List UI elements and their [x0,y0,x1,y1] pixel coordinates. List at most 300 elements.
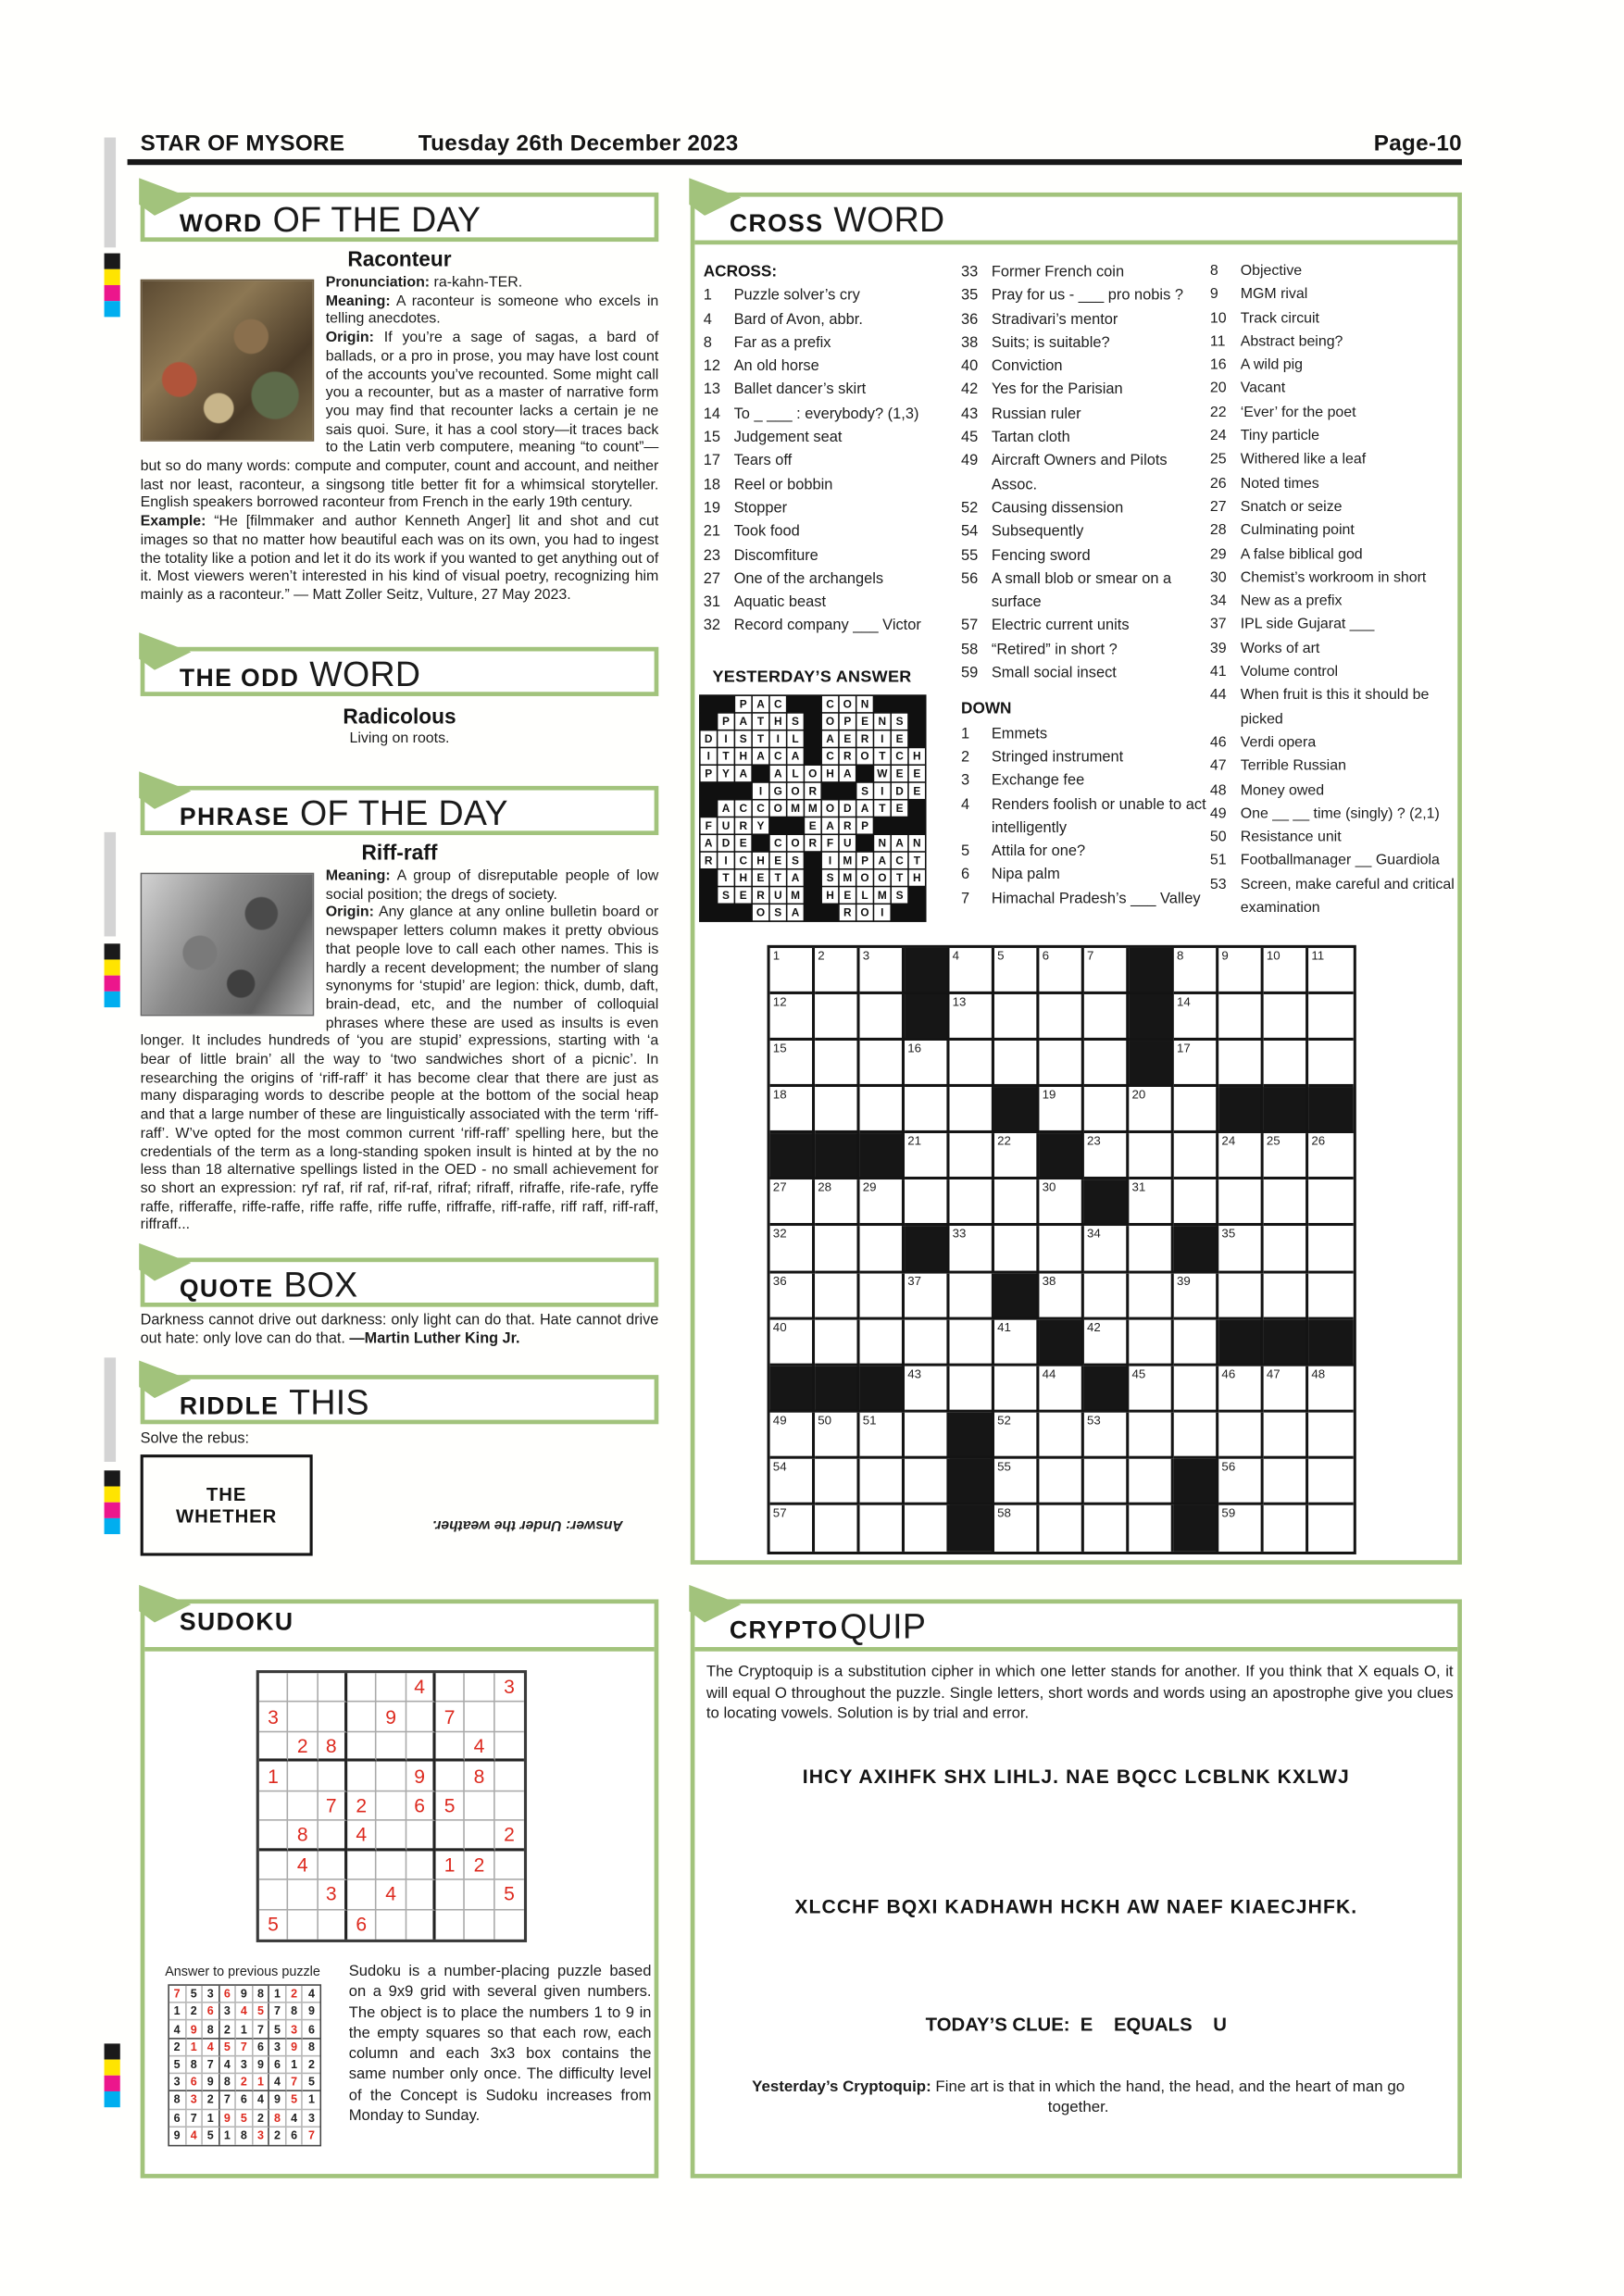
crossword-cell[interactable]: 10 [1264,948,1308,994]
crossword-cell[interactable] [815,1273,859,1319]
sudoku-cell[interactable] [318,1703,347,1732]
crossword-cell[interactable]: 4 [950,948,994,994]
crossword-cell[interactable] [815,1505,859,1552]
answer-letter-cell: M [805,801,820,817]
crossword-cell[interactable] [1039,1227,1083,1273]
sudoku-cell[interactable] [259,1673,289,1703]
crossword-cell[interactable] [905,1412,949,1458]
crossword-cell[interactable]: 31 [1129,1180,1173,1227]
crossword-cell[interactable]: 9 [1218,948,1263,994]
crossword-cell[interactable] [1264,1180,1308,1227]
crossword-clue [1210,591,1459,614]
sudoku-cell[interactable] [436,1762,466,1791]
sudoku-section [141,1599,659,2177]
crossword-cell[interactable] [1039,1505,1083,1552]
sudoku-cell[interactable] [494,1732,524,1762]
crossword-black-cell [770,1134,815,1180]
crossword-cell[interactable] [905,1087,949,1133]
sudoku-answer-cell: 1 [169,2003,186,2021]
crossword-cell[interactable] [860,1319,905,1366]
sudoku-cell[interactable] [377,1851,406,1880]
crossword-cell[interactable]: 12 [770,994,815,1041]
crossword-cell[interactable] [1174,1180,1218,1227]
crossword-cell[interactable]: 54 [770,1459,815,1505]
clue-text: Objective [1240,263,1303,280]
crossword-cell[interactable]: 35 [1218,1227,1263,1273]
riddle-answer: Answer: Under the weather. [431,1516,623,1533]
crossword-cell[interactable]: 56 [1218,1459,1263,1505]
crossword-cell[interactable] [1129,1412,1173,1458]
clue-text: Stopper [733,499,788,518]
sudoku-cell[interactable] [406,1851,436,1880]
crossword-cell[interactable] [860,1505,905,1552]
crossword-cell[interactable] [1218,1180,1263,1227]
crossword-cell[interactable] [905,1459,949,1505]
sudoku-cell[interactable] [377,1673,406,1703]
clue-text: A false biblical god [1240,546,1363,563]
crossword-cell[interactable] [1084,1041,1129,1087]
crossword-black-cell [905,994,949,1041]
clue-number: 53 [1209,876,1227,893]
crossword-cell[interactable] [1129,1273,1173,1319]
crossword-cell[interactable]: 8 [1174,948,1218,994]
crossword-cell[interactable] [1039,1459,1083,1505]
answer-black-cell [753,766,768,781]
sudoku-cell[interactable] [406,1732,436,1762]
paragraph-label: Origin: [325,330,374,346]
crossword-cell[interactable] [1084,994,1129,1041]
crossword-cell[interactable] [1264,1505,1308,1552]
crossword-cell[interactable]: 39 [1174,1273,1218,1319]
sudoku-cell[interactable] [318,1851,347,1880]
crossword-cell[interactable] [1129,1459,1173,1505]
crossword-cell[interactable] [905,1180,949,1227]
sudoku-cell[interactable] [436,1910,466,1940]
crossword-cell[interactable]: 36 [770,1273,815,1319]
sudoku-answer-cell: 5 [303,2074,319,2091]
crossword-cell[interactable] [815,1227,859,1273]
crossword-cell[interactable] [1039,1412,1083,1458]
crossword-cell[interactable]: 40 [770,1319,815,1366]
crossword-cell[interactable] [815,1319,859,1366]
sudoku-cell[interactable] [406,1703,436,1732]
crossword-cell[interactable]: 50 [815,1412,859,1458]
crossword-cell[interactable]: 15 [770,1041,815,1087]
crossword-cell[interactable]: 24 [1218,1134,1263,1180]
sudoku-cell[interactable] [289,1791,319,1821]
clue-number: 30 [1209,569,1227,586]
crossword-cell[interactable] [815,1459,859,1505]
answer-letter-cell: S [787,714,803,730]
cryptoquip-header [694,1603,1457,1652]
crossword-cell[interactable] [1308,1041,1353,1087]
crossword-cell[interactable] [994,1227,1039,1273]
crossword-cell[interactable] [1174,1319,1218,1366]
crossword-cell[interactable] [1174,1087,1218,1133]
answer-black-cell [701,696,717,712]
crossword-cell[interactable]: 25 [1264,1134,1308,1180]
sudoku-cell[interactable] [465,1703,494,1732]
answer-letter-cell: C [892,853,907,868]
clue-text: Works of art [1240,641,1320,657]
sudoku-cell[interactable] [436,1673,466,1703]
sudoku-answer-cell: 7 [253,2021,269,2039]
sudoku-cell[interactable] [465,1791,494,1821]
sudoku-cell[interactable] [259,1851,289,1880]
crossword-cell[interactable] [950,1134,994,1180]
crossword-cell[interactable]: 34 [1084,1227,1129,1273]
crossword-black-cell [1218,1087,1263,1133]
crossword-cell[interactable]: 11 [1308,948,1353,994]
sudoku-cell[interactable] [259,1821,289,1851]
crossword-cell[interactable] [994,1366,1039,1412]
sudoku-cell[interactable] [406,1880,436,1910]
crossword-cell[interactable]: 6 [1039,948,1083,994]
crossword-cell[interactable] [950,1366,994,1412]
answer-letter-cell: A [822,817,838,833]
registration-mark-magenta [105,976,120,992]
clue-text: Judgement seat [733,428,843,446]
answer-letter-cell: R [805,835,820,851]
sudoku-cell[interactable] [494,1851,524,1880]
answer-black-cell [770,817,786,833]
answer-black-cell [787,817,803,833]
crossword-cell[interactable]: 48 [1308,1366,1353,1412]
sudoku-cell[interactable] [377,1762,406,1791]
crossword-cell[interactable]: 5 [994,948,1039,994]
sudoku-cell[interactable] [347,1880,377,1910]
sudoku-cell[interactable] [347,1673,377,1703]
answer-letter-cell: N [909,835,925,851]
clue-number: 12 [703,357,721,376]
crossword-cell[interactable]: 57 [770,1505,815,1552]
answer-letter-cell: O [822,801,838,817]
answer-letter-cell: O [856,905,872,920]
answer-letter-cell: U [718,817,733,833]
answer-black-cell [805,853,820,868]
sudoku-cell[interactable] [289,1880,319,1910]
crossword-cell[interactable] [1264,1041,1308,1087]
sudoku-cell[interactable] [347,1762,377,1791]
answer-letter-cell: L [787,730,803,746]
crossword-cell[interactable] [1084,1273,1129,1319]
sudoku-cell[interactable] [289,1762,319,1791]
crossword-cell[interactable] [1218,1412,1263,1458]
crossword-cell[interactable] [1129,1227,1173,1273]
clue-text: Bard of Avon, abbr. [733,310,863,329]
sudoku-cell[interactable] [406,1821,436,1851]
crossword-cell[interactable]: 14 [1174,994,1218,1041]
crossword-header [694,197,1457,245]
crossword-clue [704,307,958,331]
crossword-cell[interactable] [950,1180,994,1227]
crossword-cell[interactable]: 47 [1264,1366,1308,1412]
crossword-cell[interactable] [1129,1134,1173,1180]
sudoku-answer-cell: 7 [186,2110,203,2128]
crossword-cell[interactable] [815,994,859,1041]
answer-letter-cell: R [701,853,717,868]
crossword-black-cell [770,1366,815,1412]
crossword-cell[interactable] [950,1087,994,1133]
paragraph-text: A group of disreputable people of low social position; the dregs of society. [325,867,659,904]
sudoku-answer-cell: 8 [203,2021,219,2039]
crossword-cell[interactable] [860,1087,905,1133]
answer-letter-cell: A [753,748,768,764]
clue-number: 41 [1209,664,1227,680]
answer-letter-cell: Y [718,766,733,781]
crossword-clue [1210,827,1459,850]
crossword-black-cell [860,1134,905,1180]
crossword-clue [704,402,958,425]
sudoku-answer-cell: 8 [269,2110,286,2128]
crossword-cell[interactable]: 42 [1084,1319,1129,1366]
crossword-cell[interactable] [815,1087,859,1133]
crossword-cell[interactable]: 18 [770,1087,815,1133]
crossword-cell[interactable]: 26 [1308,1134,1353,1180]
crossword-cell[interactable]: 59 [1218,1505,1263,1552]
crossword-cell[interactable]: 41 [994,1319,1039,1366]
sudoku-cell[interactable] [318,1821,347,1851]
sudoku-cell[interactable] [377,1910,406,1940]
sudoku-answer-cell: 4 [219,2056,236,2074]
sudoku-cell: 1 [259,1762,289,1791]
answer-black-cell [805,748,820,764]
across-clues-1 [704,284,958,638]
sudoku-cell[interactable] [259,1880,289,1910]
crossword-cell[interactable] [1264,1459,1308,1505]
crossword-cell[interactable] [1308,1459,1353,1505]
sudoku-cell[interactable] [318,1910,347,1940]
crossword-cell[interactable] [1084,1459,1129,1505]
sudoku-cell[interactable] [494,1791,524,1821]
sudoku-cell[interactable] [494,1703,524,1732]
sudoku-cell: 2 [494,1821,524,1851]
crossword-cell[interactable]: 37 [905,1273,949,1319]
crossword-cell[interactable]: 17 [1174,1041,1218,1087]
crossword-cell[interactable] [1308,1505,1353,1552]
crossword-cell[interactable]: 46 [1218,1366,1263,1412]
crossword-black-cell [994,1087,1039,1133]
crossword-cell[interactable] [994,1041,1039,1087]
crossword-cell[interactable] [1308,994,1353,1041]
sudoku-cell[interactable] [289,1703,319,1732]
crossword-cell[interactable] [1174,1134,1218,1180]
sudoku-cell: 2 [289,1732,319,1762]
across-clues-2 [961,260,1218,685]
crossword-cell[interactable] [994,1180,1039,1227]
sudoku-cell[interactable] [494,1762,524,1791]
crossword-cell[interactable] [1039,1041,1083,1087]
crossword-cell[interactable] [1308,1227,1353,1273]
clue-text: Tears off [733,452,793,470]
crossword-cell[interactable]: 53 [1084,1412,1129,1458]
clue-text: Ballet dancer’s skirt [733,381,867,399]
answer-letter-cell: A [753,696,768,712]
clue-text: MGM rival [1240,286,1308,304]
crossword-cell[interactable]: 21 [905,1134,949,1180]
crossword-cell[interactable] [860,1459,905,1505]
crossword-clue [961,768,1218,792]
crossword-cell[interactable] [1264,1273,1308,1319]
crossword-cell[interactable] [860,1227,905,1273]
cryptoquip-section [691,1599,1462,2177]
crossword-cell[interactable] [1174,1412,1218,1458]
answer-letter-cell: E [840,730,856,746]
crossword-cell[interactable]: 29 [860,1180,905,1227]
crossword-cell[interactable] [1218,994,1263,1041]
crossword-cell[interactable] [1084,1505,1129,1552]
sudoku-cell[interactable] [465,1673,494,1703]
sudoku-cell[interactable] [318,1673,347,1703]
crossword-cell[interactable] [1174,1366,1218,1412]
crossword-cell[interactable] [815,1041,859,1087]
crossword-cell[interactable] [1218,1273,1263,1319]
crossword-clue [961,331,1218,355]
sudoku-answer-cell: 9 [186,2021,203,2039]
crossword-cell[interactable]: 1 [770,948,815,994]
sudoku-cell[interactable] [289,1910,319,1940]
crossword-cell[interactable] [905,1319,949,1366]
crossword-cell[interactable]: 58 [994,1505,1039,1552]
crossword-cell[interactable]: 51 [860,1412,905,1458]
answer-letter-cell: I [874,905,890,920]
crossword-clue [704,379,958,402]
crossword-cell[interactable] [860,994,905,1041]
crossword-clue [961,568,1218,615]
crossword-cell[interactable]: 13 [950,994,994,1041]
crossword-clue [1210,755,1459,779]
crossword-black-cell [1174,1227,1218,1273]
crossword-cell[interactable] [905,1505,949,1552]
crossword-cell[interactable]: 43 [905,1366,949,1412]
answer-letter-cell: P [701,766,717,781]
crossword-cell[interactable]: 19 [1039,1087,1083,1133]
crossword-cell[interactable] [1308,1412,1353,1458]
sudoku-cell[interactable] [406,1910,436,1940]
crossword-cell[interactable] [994,994,1039,1041]
crossword-cell[interactable] [1264,994,1308,1041]
crossword-cell[interactable]: 27 [770,1180,815,1227]
crossword-cell[interactable]: 3 [860,948,905,994]
odd-word-meaning: Living on roots. [349,730,450,747]
sudoku-cell[interactable] [377,1791,406,1821]
crossword-clue [961,307,1218,331]
sudoku-cell[interactable] [347,1851,377,1880]
sudoku-cell[interactable] [436,1732,466,1762]
crossword-cell[interactable] [950,1273,994,1319]
crossword-black-cell [1308,1087,1353,1133]
sudoku-cell[interactable] [289,1673,319,1703]
crossword-clue [961,520,1218,543]
across-label: ACROSS: [703,263,778,281]
sudoku-cell[interactable] [494,1910,524,1940]
sudoku-cell[interactable] [377,1732,406,1762]
clue-text: Puzzle solver’s cry [733,286,860,305]
sudoku-cell[interactable] [436,1821,466,1851]
crossword-cell[interactable] [1129,1505,1173,1552]
crossword-clue [1210,638,1459,661]
crossword-black-cell [860,1366,905,1412]
registration-mark-cyan [105,992,120,1007]
crossword-cell[interactable] [1084,1087,1129,1133]
clue-number: 9 [1209,286,1218,304]
answer-letter-cell: I [822,853,838,868]
crossword-cell[interactable] [1129,1319,1173,1366]
crossword-cell[interactable]: 22 [994,1134,1039,1180]
crossword-clue [1210,402,1459,425]
sudoku-cell[interactable] [259,1732,289,1762]
crossword-cell[interactable] [1308,1273,1353,1319]
crossword-cell[interactable]: 38 [1039,1273,1083,1319]
yesterday-answer-label: YESTERDAY’S ANSWER [712,668,912,687]
crossword-cell[interactable]: 33 [950,1227,994,1273]
answer-black-cell [856,835,872,851]
answer-letter-cell: H [822,766,838,781]
crossword-cell[interactable] [1218,1041,1263,1087]
crossword-cell[interactable] [860,1273,905,1319]
crossword-cell[interactable]: 28 [815,1180,859,1227]
paragraph-label: Meaning: [325,867,391,885]
sudoku-cell[interactable] [347,1732,377,1762]
crossword-cell[interactable] [950,1319,994,1366]
sudoku-answer-cell: 1 [303,2091,319,2109]
sudoku-cell[interactable] [347,1703,377,1732]
clue-text: Exchange fee [991,771,1085,790]
crossword-cell[interactable]: 52 [994,1412,1039,1458]
clue-text: Fencing sword [991,546,1091,565]
crossword-cell[interactable] [1308,1180,1353,1227]
answer-letter-cell: O [874,870,890,886]
registration-mark-black [105,943,120,959]
sudoku-answer-cell: 8 [169,2091,186,2109]
crossword-cell[interactable]: 30 [1039,1180,1083,1227]
sudoku-cell[interactable] [465,1821,494,1851]
sudoku-cell[interactable] [465,1880,494,1910]
clue-text: Suits; is suitable? [991,333,1110,352]
crossword-cell[interactable] [950,1041,994,1087]
crossword-black-cell [950,1459,994,1505]
answer-black-cell [909,801,925,817]
answer-letter-cell: A [787,870,803,886]
crossword-clue [961,284,1218,307]
crossword-cell[interactable]: 55 [994,1459,1039,1505]
crossword-clue [1210,520,1459,543]
crossword-cell[interactable] [1039,994,1083,1041]
sudoku-cell[interactable] [259,1791,289,1821]
crossword-cell[interactable]: 2 [815,948,859,994]
crossword-cell[interactable]: 44 [1039,1366,1083,1412]
crossword-cell[interactable]: 23 [1084,1134,1129,1180]
crossword-cell[interactable]: 7 [1084,948,1129,994]
crossword-cell[interactable]: 16 [905,1041,949,1087]
sudoku-cell[interactable] [377,1821,406,1851]
crossword-cell[interactable] [860,1041,905,1087]
sudoku-cell[interactable] [318,1762,347,1791]
paragraph-text: Any glance at any online bulletin board or newspaper letters column makes it pretty obvious that people love to call each other names. This is hardly a recent development; the number of slang synonyms for ‘stupid’ are legion: thick, dumb, daft, brain-dead, etc, and the number of colloquial phrases where these are used as insults is even longer. It includes hundreds of ‘you are stupid’ expressions, starting with ‘a bear of little brain’ all the way to ‘two sandwiches short of a picnic’. In researching the origins of ‘riff-raff’ it has become clear that there are just as many disparaging words to describe people at the bottom of the social heap and that a large number of these are linguistically associated with the term ‘riff-raff’. W’ve opted for the most common current ‘riff-raff’ spelling here, but the credentials of the term as a long-standing spoken insult is hinted at by the no less than 18 alternative spellings listed in the OED - no small achievement for so short an expression: ryf raf, rif raf, rif-raf, rifraf; rifraff, rifraffe, rife-rafe, ryffe raffe, rifferaffe, riffe-raffe, riffe raffe, riffe ruffe, riffraffe, riff-raffe, riff raff, riff-raff, riffraff... [140,905,659,1234]
crossword-cell[interactable]: 45 [1129,1366,1173,1412]
sudoku-cell[interactable] [436,1880,466,1910]
crossword-clue [704,496,958,519]
crossword-cell[interactable]: 49 [770,1412,815,1458]
sudoku-cell[interactable] [465,1910,494,1940]
crossword-cell[interactable]: 20 [1129,1087,1173,1133]
sudoku-answer-cell: 8 [219,2074,236,2091]
crossword-cell[interactable]: 32 [770,1227,815,1273]
crossword-cell[interactable] [1264,1412,1308,1458]
crossword-black-cell [1129,1041,1173,1087]
clue-text: Withered like a leaf [1240,452,1367,468]
crossword-cell[interactable] [1264,1227,1308,1273]
